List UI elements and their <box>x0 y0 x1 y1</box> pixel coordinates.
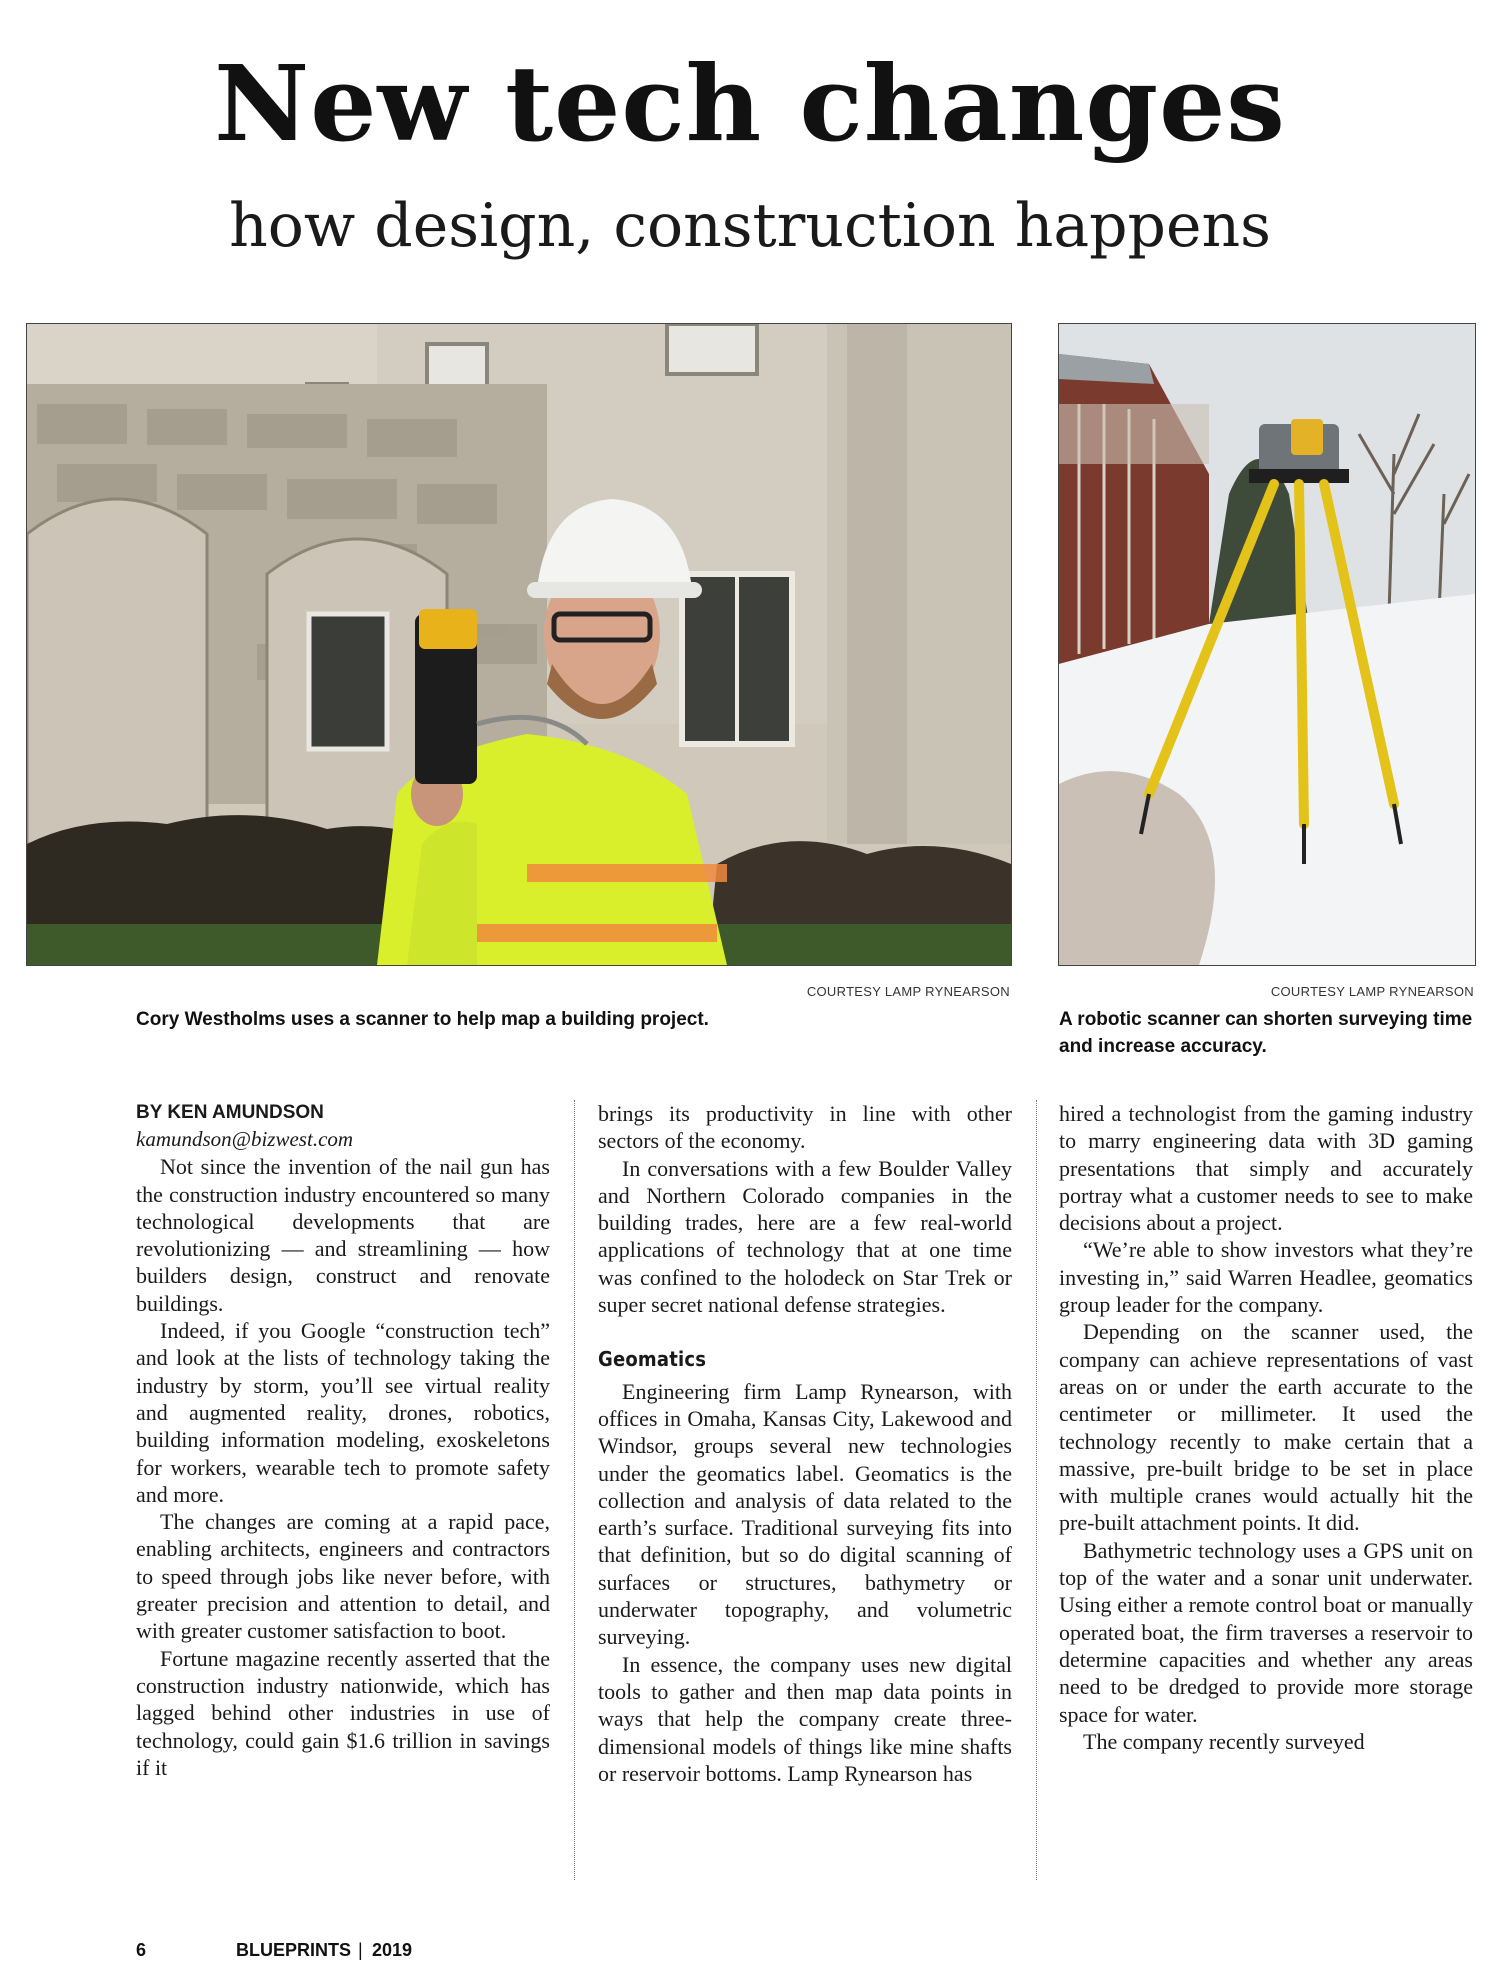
paragraph: In essence, the company uses new digital tools to gather and then map data points in ways that help the company create three-dimensional models of things like mine shafts or reservoir bottoms. Lamp Rynearson has <box>598 1651 1012 1786</box>
article-column-3 <box>1059 1100 1473 1755</box>
paragraph: In conversations with a few Boulder Valley and Northern Colorado companies in the building trades, here are a few real-world applications of technology that at one time was confined to the holodeck on Star Trek or super secret national defense strategies. <box>598 1155 1012 1318</box>
publication-name: BLUEPRINTS <box>236 1940 352 1960</box>
photo-worker-illustration <box>27 324 1011 965</box>
section-heading: Geomatics <box>598 1347 707 1372</box>
photo-tripod-illustration <box>1059 324 1475 965</box>
paragraph: Indeed, if you Google “construction tech” and look at the lists of technology taking the industry by storm, you’ll see virtual reality and augmented reality, drones, robotics, building information modeling, exoskeletons for workers, wearable tech to promote safety and more. <box>136 1318 550 1507</box>
photo-worker-with-scanner <box>26 323 1012 966</box>
article-column-1 <box>136 1100 550 1781</box>
photo-caption: A robotic scanner can shorten surveying time and increase accuracy. <box>1059 1009 1473 1057</box>
paragraph: The company recently surveyed <box>1083 1728 1365 1754</box>
paragraph: Engineering firm Lamp Rynearson, with offices in Omaha, Kansas City, Lakewood and Windsor, groups several new technologies under the geomatics label. Geomatics is the collection and analysis of data related to the earth’s surface. Traditional surveying fits into that definition, but so do digital scanning of surfaces or structures, bathymetry or underwater topography, and volumetric surveying. <box>598 1378 1012 1650</box>
author-email[interactable]: kamundson@bizwest.com <box>136 1127 354 1151</box>
photo-caption: Cory Westholms uses a scanner to help map a building project. <box>136 1009 709 1030</box>
page-number: 6 <box>136 1940 147 1960</box>
paragraph: Depending on the scanner used, the company can achieve representations of vast areas on or under the earth accurate to the centimeter or millimeter. It used the technology recently to make certain that a massive, pre-built bridge to be set in place with multiple cranes would actually hit the pre-built attachment points. It did. <box>1059 1319 1473 1536</box>
photo-credit: COURTESY LAMP RYNEARSON <box>806 984 1010 999</box>
paragraph: hired a technologist from the gaming industry to marry engineering data with 3D gaming presentations that simply and accurately portray what a customer needs to see to make decisions about a project. <box>1059 1101 1473 1236</box>
paragraph: Fortune magazine recently asserted that the construction industry nationwide, which has lagged behind other industries in use of technology, could gain $1.6 trillion in savings if it <box>136 1645 550 1780</box>
column-divider <box>1036 1100 1037 1880</box>
paragraph: Bathymetric technology uses a GPS unit on top of the water and a sonar unit underwater. Using either a remote control boat or manually operated boat, the firm traverses a reservoir to determine capacities and whether any areas need to be dredged to provide more storage space for water. <box>1059 1537 1473 1727</box>
footer-separator: | <box>358 1940 363 1960</box>
paragraph: “We’re able to show investors what they’re investing in,” said Warren Headlee, geomatics group leader for the company. <box>1059 1237 1473 1318</box>
paragraph: Not since the invention of the nail gun has the construction industry encountered so many technological developments that are revolutionizing — and streamlining — how builders design, construct and renovate buildings. <box>136 1154 550 1316</box>
column-divider <box>574 1100 575 1880</box>
headline: New tech changes <box>214 42 1286 165</box>
issue-year: 2019 <box>372 1940 413 1960</box>
article-column-2 <box>598 1100 1012 1787</box>
byline: BY KEN AMUNDSON <box>136 1102 324 1123</box>
photo-robotic-scanner <box>1058 323 1476 966</box>
paragraph: brings its productivity in line with other sectors of the economy. <box>598 1101 1012 1154</box>
subheadline: how design, construction happens <box>229 191 1271 261</box>
photo-credit: COURTESY LAMP RYNEARSON <box>1270 984 1474 999</box>
paragraph: The changes are coming at a rapid pace, enabling architects, engineers and contractors to speed through jobs like never before, with greater precision and attention to detail, and with greater customer satisfaction to boot. <box>136 1509 550 1644</box>
